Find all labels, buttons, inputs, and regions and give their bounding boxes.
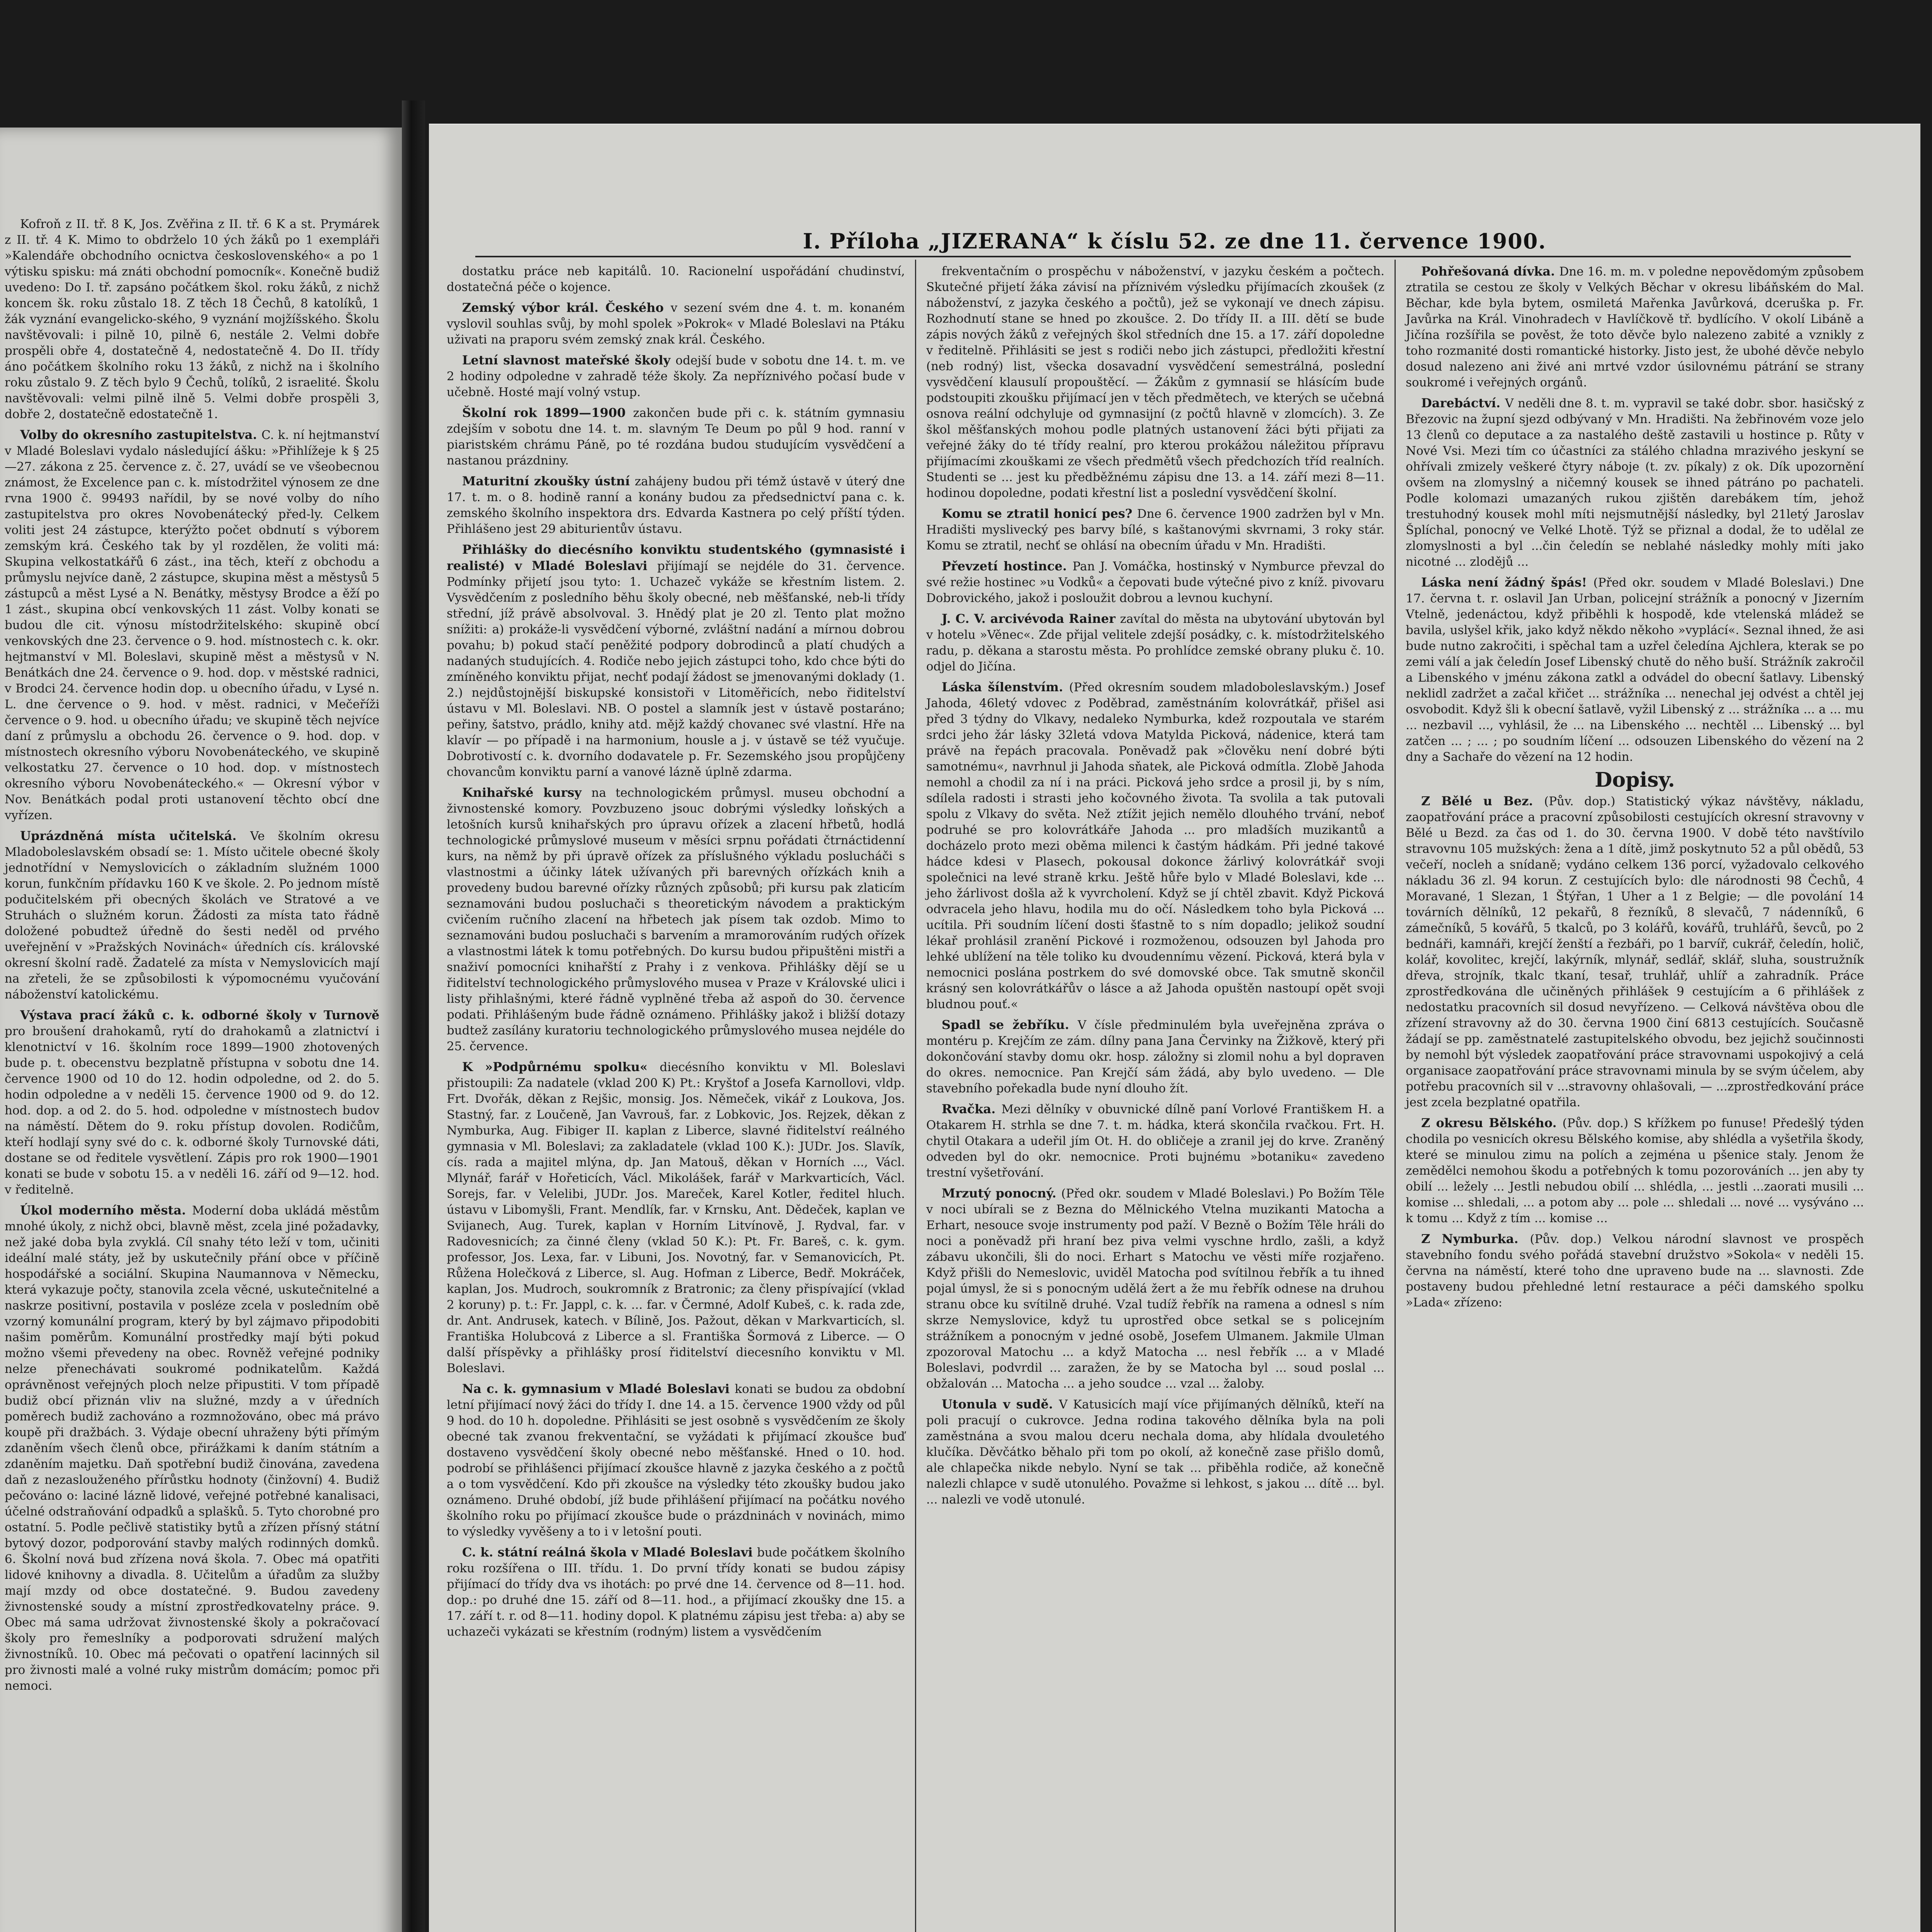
article-paragraph [1406, 1115, 1864, 1226]
article-text: konati se budou za obdobní letní přijímací nový žáci do třídy I. dne 14. a 15. července 1900 vždy od půl 9 hod. do 10 h. dopoledne. Přihlásiti se jest osobně s vysvědčením ze školy obecné tak zvanou frekventační, se vyžádati k přijímací zkoušce buď dostaveno vysvědčení školy obecné nebo měšťanské. Hned o 10. hod. podrobí se přihlášenci přijímací zkoušce hlavně z jazyka českého a z počtů a o tom vysvědčení. Kdo při zkoušce na výsledky této zkoušky budou jako oznámeno. Druhé období, jíž bude přihlášení přijímací na počátku nového školního roku po přijímací zkoušce bude o prázdninách v novinách, mimo to výsledky vyvěšeny a to i v letošní pouti. [447, 1382, 905, 1539]
article [447, 300, 905, 348]
article [926, 1017, 1384, 1097]
article [5, 427, 379, 823]
article-text: v sezení svém dne 4. t. m. konaném vyslovil souhlas svůj, by mohl spolek »Pokrok« v Mladé Boleslavi na Ptáku uživati na praporu svém zemský znak král. Českého. [447, 301, 905, 347]
article-text: (Pův. dop.) Velkou národní slavnost ve prospěch stavebního fondu svého pořádá stavební družstvo »Sokola« v neděli 15. června na náměstí, které toho dne upraveno bude na ... slavnosti. Zde postaveny budou přehledné letní restaurace a péči damského spolku »Lada« zřízeno: [1406, 1232, 1864, 1310]
article-paragraph [447, 405, 905, 469]
article-paragraph [1406, 793, 1864, 1111]
article [926, 679, 1384, 1012]
article [926, 1185, 1384, 1392]
article-text: zavítal do města na ubytování ubytován byl v hotelu »Věnec«. Zde přijal velitele zdejší posádky, c. k. místodržitelského radu, p. děkana a starostu města. Po prohlídce zemské obrany pluku č. 10. odjel do Jičína. [926, 612, 1384, 673]
article-paragraph [1406, 575, 1864, 765]
article-paragraph [926, 1396, 1384, 1508]
article-headline: Komu se ztratil honicí pes? [942, 506, 1137, 521]
article-headline: C. k. státní reálná škola v Mladé Boleslavi [462, 1545, 757, 1560]
article [1406, 1231, 1864, 1311]
article-paragraph [5, 1202, 379, 1694]
article-text: C. k. ní hejtmanství v Mladé Boleslavi vydalo následující ášku: »Přihlížeje k § 25—27. zákona z 25. července z. č. 27, uvádí se ve všeobecnou známost, že Excelence pan c. k. místodržitel výnosem ze dne rvna 1900 č. 99493 nařídil, by se nové volby do ního zastupitelstva pro okres Novobenátecký před-ly. Celkem voliti jest 24 zástupce, kterýžto počet obdnutí s výborem zemským krá. Českého tak by yl rozdělen, že voliti má: Skupina velkostatkářů 6 zást., ina těch, kteří z obchodu a průmyslu nejvíce daně, 2 zástupce, skupina měst a městysů 5 zástupců a měst Lysé a N. Benátky, městysy Brodce a ěží po 1 zást., skupina obcí venkovských 11 zást. Volby konati se budou dle cit. výnosu místodržitelského: skupině obcí venkovských dne 23. července o 9. hod. místnostech c. k. okr. hejtmanství v Ml. Boleslavi, skupině měst a městysů v N. Benátkách dne 24. července o 9. hod. dop. v městské radnici, v Brodci 24. července hodin dop. u obecního úřadu, v Lysé n. L. dne července o 9. hod. v měst. radnici, v Mečeříži července o 9. hod. u obecního úřadu; ve skupině těch nejvíce daní z průmyslu a obchodu 26. července o 9. hod. dop. v místnostech okresního výboru Novobenáteckého, ve skupině velkostatku 27. července o 10 hod. dop. v místnostech okresního výboru Novobenáteckého.« — Okresní výbor v Nov. Benátkách podal proti ustanovení těchto obcí dne vyřízen. [5, 428, 379, 822]
article-paragraph [447, 785, 905, 1054]
article [447, 1059, 905, 1376]
column-2 [915, 260, 1395, 1932]
article-paragraph [1406, 395, 1864, 570]
article-paragraph [447, 1544, 905, 1640]
article-text: odejší bude v sobotu dne 14. t. m. ve 2 hodiny odpoledne v zahradě téže školy. Za nepříznivého počasí bude v učebně. Hosté mají volný vstup. [447, 354, 905, 399]
column-3 [1395, 260, 1874, 1932]
article-text: Kofroň z II. tř. 8 K, Jos. Zvěřina z II. tř. 6 K a st. Prymárek z II. tř. 4 K. Mimo to obdrželo 10 ých žáků po 1 exempláři »Kalendáře obchodního ocnictva československého« a po 1 výtisku spisku: má znáti obchodní pomocník«. Konečně budiž uvedeno: Do I. tř. zapsáno počátkem škol. roku žáků, z nichž koncem šk. roku zůstalo 18. Z těch 18 Čechů, 8 katolíků, 1 žák vyznání evangelicko-ského, 9 vyznání mojžíšského. Školu navštěvovali: i pilně 10, pilně 6, nestále 2. Velmi dobře prospěli obře 4, dostatečně 4, nedostatečně 4. Do II. třídy áno počátkem školního roku 13 žáků, z nichž na i školního roku zůstalo 9. Z těch bylo 9 Čechů, tolíků, 2 israelité. Školu navštěvovali: velmi pilně ilně 5. Velmi dobře prospěli 3, dobře 2, dostatečně edostatečně 1. [5, 217, 379, 421]
article-paragraph [926, 1101, 1384, 1181]
article-headline: Výstava prací žáků c. k. odborné školy v Turnově [20, 1008, 379, 1022]
article [1406, 575, 1864, 765]
article-headline: Letní slavnost mateřské školy [462, 353, 676, 367]
page-columns [437, 260, 1874, 1932]
article-text: (Před okresním soudem mladoboleslavským.) Josef Jahoda, 46letý vdovec z Poděbrad, zaměstnáním kolovrátkář, přišel asi před 3 týdny do Vlkavy, nedaleko Nymburka, kdež rozpoutala ve starém srdci jeho žár lásky 32letá vdova Matylda Picková, nádenice, která tam právě na řepách pracovala. Poněvadž pak »člověku není dobré býti samotnému«, navrhnul ji Jahoda sňatek, ale Picková odmítla. Zlobě Jahoda nemohl a chodil za ní i na práci. Picková jeho srdce a prosil ji, by s ním, sdílela radosti i strasti jeho kočovného života. Ta svolila a tak putovali spolu z Vlkavy do světa. Než ztížit jejich nemělo dlouhého trvání, neboť podruhé se pro kolovrátkáře Jahoda ... pro mladších muzikantů a docházelo proto mezi oběma milenci k častým hádkám. Při jedné takové hádce kdesi v Plasech, pokousal dokonce žárlivý kolovrátkář svoji společnici na levé straně krku. Ještě hůře bylo v Mladé Boleslavi, kde ... jeho žárlivost došla až k vyvrcholení. Když se jí chtěl zbavit. Když Picková odvracela jeho hlavu, hodila mu do očí. Následkem toho byla Picková ... ucítila. Při soudním líčení dosti šťastně to s ním dopadlo; jelikož soudní lékař prohlásil zranění Pickové i rozmoženou, odsouzen byl Jahoda pro lehké ublížení na těle toliko ku dvoudennímu vězení. Picková, která byla v nemocnici poslána postrkem do své domovské obce. Tak smutně skončil krásný sen kolovrátkářův o lásce a až Jahoda opuštěn nastoupí opět svoji bludnou pouť.« [926, 680, 1385, 1011]
article-text: (Pův. dop.) S křížkem po funuse! Předešlý týden chodila po vesnicích okresu Bělského komise, aby shlédla a vyšetřila škody, které se minulou zimu na polích a zejména u pšenice staly. Jenom že zemědělci nemohou škodu a potřebných k tomu pozorováních ... jen aby ty obilí ... ležely ... Jestli nebudou obilí ... shlédla, ... jestli ...zaorati musili ... komise ... shledali, ... a potom aby ... pole ... shledali ... nové ... vysýváno ... k tomu ... Když z tím ... komise ... [1406, 1116, 1864, 1225]
article [926, 506, 1384, 554]
article-paragraph [1406, 264, 1864, 391]
article-paragraph [926, 1017, 1384, 1097]
page-header: I. Příloha „JIZERANA“ k číslu 52. ze dne 11. července 1900. [803, 229, 1547, 253]
article-paragraph [447, 1381, 905, 1540]
article-text: V čísle předminulém byla uveřejněna zpráva o montéru p. Krejčím ze zám. dílny pana Jana Červinky na Žižkově, který při dokončování stavby domu okr. hosp. záložny si zlomil nohu a byl dopraven do okres. nemocnice. Pan Krejčí sám žádá, aby bylo uvedeno. — Dle stavebního pořekadla bude nyní dlouho žít. [926, 1018, 1384, 1095]
article-paragraph [447, 473, 905, 537]
article-headline: Přihlášky do diecésního konviktu studentského (gymnasisté i realisté) v Mladé Boleslavi [447, 542, 905, 573]
article-paragraph [447, 300, 905, 348]
article-text: zahájeny budou při témž ústavě v úterý dne 17. t. m. o 8. hodině ranní a konány budou za předsednictví pana c. k. zemského školního inspektora drs. Edvarda Kastnera po celý příští týden. Přihlášeno jest 29 abiturientův ústavu. [447, 474, 905, 536]
article-text: Dne 16. m. m. v poledne nepovědomým způsobem ztratila se cestou ze školy v Velkých Běchar v okresu libáňském do Mal. Běchar, kde byla bytem, osmiletá Mařenka Javůrková, dceruška p. Fr. Javůrka na Král. Vinohradech v Havlíčkově tř. bydlícího. V okolí Libáně a Jičína rozšířila se pověst, že toto děvče bylo nalezeno zabité a vznikly z toho rozmanité dosti romantické historky. Jisto jest, že ubohé děvče nebylo dosud nalezeno ani živé ani mrtvé vzdor úsilovnému pátrání se strany soukromé i veřejných orgánů. [1406, 265, 1864, 389]
article-headline: K »Podpůrnému spolku« [462, 1060, 660, 1074]
newspaper-page [429, 124, 1920, 1932]
article-paragraph [926, 264, 1384, 501]
article [1406, 395, 1864, 570]
article-paragraph [5, 828, 379, 1003]
article-paragraph [926, 1185, 1384, 1392]
article-text: na technologickém průmysl. museu obchodní a živnostenské komory. Povzbuzeno jsouc dobrými výsledky loňských a letošních kursů knihařských pro úpravu ořízek a zlacení hřbetů, hodlá technologické průmyslové museum v měsíci srpnu pořádati čtrnáctidenní kurs, na němž by při úpravě ořízek za příslušného výkladu poslucháči s vlastnostmi a účinky látek užívaných při barevných ořízkách knih a provedeny budou barevné ořízky různých způsobů; při kursu pak zlaticím seznamováni budou posluchači s theoretickým návodem a praktickým cvičením ručního zlacení na hřbetech jak písem tak ozdob. Mimo to seznamováni budou posluchači s barvením a mramorováním rudých ořízek a vlastnostmi látek k tomu potřebných. Do kursu budou připuštěni mistři a snaživí pomocníci knihařští z Prahy i z venkova. Přihlášky dějí se u řiditelství technologického průmyslového musea v Praze v Královské ulici i listy přihlašnými, které řádně vyplněné třeba až aspoň do 30. července podati. Přihlášeným bude řádně oznámeno. Přihlášky jakož i bližší dotazy budtež zasílány kuratoriu technologického průmyslového musea nejdéle do 25. července. [447, 786, 905, 1053]
article [447, 1544, 905, 1640]
article [5, 216, 379, 422]
article-headline: Na c. k. gymnasium v Mladé Boleslavi [462, 1381, 735, 1396]
article-text: frekventačním o prospěchu v náboženství, v jazyku českém a počtech. Skutečné přijetí žáka závisí na příznivém výsledku přijímacích zkoušek (z náboženství, z jazyka českého a počtů), jež se vykonají ve dnech zápisu. Rozhodnutí stane se hned po zkoušce. 2. Do třídy II. a III. dětí se bude zápis nových žáků z veřejných škol středních dne 15. a 17. září dopoledne v ředitelně. Přihlásiti se jest s rodiči nebo jich zástupci, předložiti křestní (neb rodný) list, všecka dosavadní vysvědčení semestrálná, poslední vysvědčení klausulí propouštěcí. — Žákům z gymnasií se hlásícím bude podstoupiti zkoušku přijímací jen v těch předmětech, ve kterých se učebná osnova reální odchyluje od gymnasijní (z počtů hlavně v zlomcích). 3. Ze škol měšťanských mohou podle platných ustanovení žáci býti přijati za veřejné žáky do té třídy realní, pro kterou prokážou náležitou přípravu přijímacími zkouškami ze všech předmětů všech předchozích tříd realních. Studenti se ... jest ku předběžnému zápisu dne 13. a 14. září mezi 8—11. hodinou dopoledne, podati křestní list a poslední vysvědčení školní. [926, 264, 1384, 500]
article-headline: Rvačka. [942, 1102, 1002, 1116]
article-headline: Maturitní zkoušky ústní [462, 474, 635, 488]
article [447, 473, 905, 537]
article-text: Pan J. Vomáčka, hostinský v Nymburce převzal do své režie hostinec »u Vodků« a čepovati bude výtečné pivo z kníž. pivovaru Dobrovického, jakož i posloužit dobrou a levnou kuchyní. [926, 560, 1385, 605]
article-text: zakončen bude při c. k. státním gymnasiu zdejším v sobotu dne 14. t. m. slavným Te Deum po půl 9 hod. ranní v piaristském chrámu Páně, po té rozdána budou studujícím vysvědčení a nastanou prázdniny. [447, 406, 905, 468]
article-paragraph [1406, 1231, 1864, 1311]
article-text: přijímají se nejdéle do 31. července. Podmínky přijetí jsou tyto: 1. Uchazeč vykáže se křestním listem. 2. Vysvědčením z posledního běhu školy obecné, neb měšťanské, neb-li třídy střední, jíž právě absolvoval. 3. Hnědý plat je 20 zl. Tento plat možno snížiti: a) prokáže-li vysvědčení výborné, zvláštní nadání a mírnou dobrou povahu; b) pokud stačí peněžité podpory dobrodinců a platí chudých a nadaných studujících. 4. Rodiče nebo jejich zástupci toho, kdo chce býti do zmíněného konviktu přijat, nechť podají žádost se jmenovanými doklady (1. 2.) nejdůstojnější biskupské konsistoři v Litoměřicích, nebo řiditelství ústavu v Ml. Boleslavi. NB. O postel a slamník jest v ústavě postaráno; peřiny, šatstvo, prádlo, knihy atd. mějž každý chovanec své vlastní. Hře na klavír — po případě i na harmonium, housle a j. v ústavě se též vyučuje. Dobrotivostí c. k. dvorního dodavatele p. Fr. Sezemského jsou propůjčeny chovancům konviktu parní a vanové lázně úplně zdarma. [447, 559, 905, 779]
article [926, 264, 1384, 501]
article-headline: Z Nymburka. [1421, 1231, 1530, 1246]
header-rule [475, 256, 1851, 257]
article-headline: Darebáctví. [1421, 396, 1505, 410]
article-paragraph [447, 352, 905, 400]
article [1406, 1115, 1864, 1226]
article-paragraph [5, 216, 379, 422]
article-headline: Láska šílenstvím. [942, 680, 1069, 694]
article-headline: Z okresu Bělského. [1421, 1116, 1563, 1130]
article [926, 558, 1384, 606]
article-headline: Pohřešovaná dívka. [1421, 264, 1560, 279]
article-text: Moderní doba ukládá městům mnohé úkoly, z nichž obci, blavně měst, zcela jiné požadavky, než jaké doba byla zvyklá. Cíl snahy této leží v tom, učiniti ideální malé státy, jež by uskutečnily přání obce v příčině hospodářské a sociální. Skupina Naumannova v Německu, která vykazuje počty, stanovila zcela věcné, uskutečnitelné a naskrze positivní, postavila v posléze zcela v posledním obě vzorný komunální program, který by byl zájmavo připodobiti našim poměrům. Komunální prostředky mají býti pokud možno všemi převedeny na obec. Rovněž veřejné podniky nelze přenechávati soukromé podnikatelům. Každá oprávněnost veřejných ploch nelze připustiti. V tom případě budiž obcí přiznán vliv na služné, mzdy a v úředních poměrech budiž zachováno a rozmnožováno, obec má právo koupě při dražbách. 3. Výdaje obecní uhraženy býti přímým zdaněním všech členů obce, přirážkami k daním státním a zdaněním majetku. Daň spotřební budiž činována, zavedena daň z nezaslouženého přírůstku hodnoty (činžovní) 4. Budiž pečováno o: laciné lázně lidové, veřejné potřebné kanalisaci, účelné odstraňování odpadků a splašků. 5. Tyto chorobné pro ostatní. 5. Podle pečlivě statistiky bytů a zřízen přísný státní bytový dozor, podporování stavby malých rodinných domků. 6. Školní nová bud zřízena nová škola. 7. Obec má opatřiti lidové knihovny a divadla. 8. Učitelům a úřadům za služby mají mzdy od obce dostatečné. 9. Budou zavedeny živnostenské soudy a místní zprostředkovatelny práce. 9. Obec má sama udržovat živnostenské školy a pokračovací školy pro řemeslníky a podporovati sdružení malých živnostníků. 10. Obec má pečovati o opatření lacinných sil pro živnosti malé a volné ruky mistrům domácím; pomoc při nemoci. [5, 1204, 379, 1693]
previous-page-column [0, 216, 391, 1932]
article-headline: Volby do okresního zastupitelstva. [20, 427, 262, 442]
article [447, 352, 905, 400]
article [5, 1007, 379, 1198]
article-headline: Uprázdněná místa učitelská. [20, 828, 250, 843]
article-paragraph [926, 506, 1384, 554]
article [1406, 264, 1864, 391]
article-headline: Utonula v sudě. [942, 1397, 1059, 1412]
article-paragraph [926, 611, 1384, 675]
previous-page [0, 128, 402, 1932]
article [447, 1381, 905, 1540]
article-text: diecésního konviktu v Ml. Boleslavi přistoupili: Za nadatele (vklad 200 K) Pt.: Kryštof a Josefa Karnollovi, vldp. Frt. Dvořák, děkan z Rejšic, monsig. Jos. Němeček, vikář z Loukova, Jos. Stastný, far. z Loučeně, Jan Vavrouš, far. z Lobkovic, Jos. Rejzek, děkan z Nymburka, Aug. Fibiger II. kaplan z Liberce, slavné řiditelství reálného gymnasia v Ml. Boleslavi; za zakladatele (vklad 100 K.): JUDr. Jos. Slavík, cís. rada a majitel mlýna, dp. Jan Matouš, děkan v Horních ..., Václ. Mlynář, farář v Hořeticích, Václ. Mikolášek, farář v Markvarticích, Václ. Sorejs, far. v Velelibi, JUDr. Jos. Mareček, Karel Kotler, ředitel hluch. ústavu v Libomyšli, Frant. Mendlík, far. v Krnsku, Ant. Dědeček, kaplan ve Svijanech, Aug. Turek, kaplan v Horním Litvínově, J. Rydval, far. v Radovesnicích; za činné členy (vklad 50 K.): Pt. Fr. Bareš, c. k. gym. professor, Jos. Lexa, far. v Libuni, Jos. Novotný, far. v Semanovicích, Pt. Růžena Holečková z Liberce, sl. Aug. Hofman z Liberce, Bedř. Mokráček, kaplan, Jos. Mudroch, soukromník z Bratronic; za členy přispívající (vklad 2 koruny) p. t.: Fr. Jappl, c. k. ... far. v Čermné, Adolf Kubeš, c. k. rada zde, dr. Ant. Andrusek, katech. v Bílině, Jos. Pažout, děkan v Markvarticích, sl. Františka Holubcová z Liberce a sl. Františka Šormová z Liberce. — O další příspěvky a přihlášky prosí řiditelství diecesního konviktu v Ml. Boleslavi. [447, 1060, 905, 1375]
article [447, 542, 905, 780]
book-gutter [402, 100, 425, 1932]
article-headline: Mrzutý ponocný. [942, 1186, 1061, 1201]
article-paragraph [5, 1007, 379, 1198]
article-text: dostatku práce neb kapitálů. 10. Racionelní uspořádání chudinství, dostatečná péče o kojence. [447, 264, 905, 294]
article-text: (Před okr. soudem v Mladé Boleslavi.) Dne 17. června t. r. oslavil Jan Urban, policejní strážník a ponocný v Jizerním Vtelně, jedenáctou, když přiběhli k hospodě, kde vtelenská mládež se bavila, uslyšel křik, jako když někdo někoho »vyplácí«. Seznal ihned, že asi bude nutno zakročiti, i spěchal tam a uzřel čeledína Ajchlera, kterak se po zemi válí a jak čeledín Josef Libenský chutě do něho buší. Strážník zakročil a Libenského v jménu zákona zatkl a odvádel do obecní šatlavy. Libenský neklidl zadržet a začal křičet ... strážníka ... nenechal jej odvést a chtěl jej osvobodit. Když šli k obecní šatlavě, vyžil Libenský z ... strážníka ... a ... mu ... nezbavil ..., vyhlásil, že ... na Libenského ... nechtěl ... Libenský ... byl zatčen ... ; ... ; po soudním líčení ... odsouzen Libenského do vězení na 2 dny a Sachaře do vězení na 12 hodin. [1406, 576, 1864, 764]
article-headline: Láska není žádný špás! [1421, 575, 1594, 590]
article-paragraph [447, 264, 905, 295]
article [5, 1202, 379, 1694]
article-headline: Školní rok 1899—1900 [462, 405, 633, 420]
article-headline: Převzetí hostince. [942, 559, 1073, 573]
article [447, 264, 905, 295]
article [447, 785, 905, 1054]
section-heading: Dopisy. [1595, 768, 1675, 792]
article-paragraph [5, 427, 379, 823]
article-text: pro broušení drahokamů, rytí do drahokamů a zlatnictví i klenotnictví v 16. školním roce 1899—1900 zhotovených bude p. t. obecenstvu bezplatně přístupna v sobotu dne 14. července 1900 od 10 do 12. hodin odpoledne, od 2. do 5. hodin odpoledne a v neděli 15. července 1900 od 9. do 12. hod. dop. a od 2. do 5. hod. odpoledne v místnostech budov na náměstí. Dětem do 9. roku přístup dovolen. Rodičům, kteří hodlají syny své do c. k. odborné školy Turnovské dáti, dostane se od ředitele vysvětlení. Zápis pro rok 1900—1901 konati se bude v sobotu 15. a v neděli 16. září od 9—12. hod. v ředitelně. [5, 1024, 379, 1197]
article-text: V neděli dne 8. t. m. vypravil se také dobr. sbor. hasičský z Březovic na župní sjezd odbývaný v Mn. Hradišti. Na žebřinovém voze jelo 13 členů co deputace a za nastalého deště zastavili u hostince p. Růty v Nové Vsi. Mezi tím co účastníci za stálého chladna mrazivého jeskyní se ohřívali zmizely veškeré čtyry náboje (t. zv. píkaly) z ok. Dík upozornění ovšem na zlomyslný a ničemný kousek se ihned pátráno po pachateli. Podle kolomazi umazaných rukou zjištěn darebákem tím, jehož trestuhodný kousek mohl míti nejsmutnější následky, byl 21letý Jaroslav Šplíchal, ponocný ve Velké Lhotě. Týž se přiznal a dodal, že to udělal ze zlomyslnosti a byl ...čin čeledín se neblahé následky mohly míti jako nicotné ... zlodějů ... [1406, 396, 1864, 569]
article-text: (Pův. dop.) Statistický výkaz návštěvy, nákladu, zaopatřování práce a pracovní způsobilosti cestujících okresní stravovny v Bělé u Bezd. za čas od 1. do 30. června 1900. V době této navštívilo stravovnu 105 mužských: žena a 1 dítě, jimž poskytnuto 52 a půl obědů, 53 večeří, nocleh a snídaně; vydáno celkem 136 porcí, vyžadovalo celkového nákladu 36 zl. 94 korun. Z cestujících bylo: dle národnosti 98 Čechů, 4 Moravané, 1 Slezan, 1 Štýřan, 1 Uher a 1 z Belgie; — dle povolání 14 továrních dělníků, 12 pekařů, 8 řezníků, 8 slevačů, 7 nádenníků, 6 zámečníků, 5 kovářů, 5 tkalců, po 3 kolářů, kovářů, truhlářů, ševců, po 2 bednáři, kamnáři, krejčí ženští a řezbáři, po 1 barvíř, cukrář, čeledín, holič, kolář, kovolitec, krejčí, lakýrník, mlynář, sedlář, sklář, sluha, soustružník dřeva, strojník, tkalc tkaní, tesař, truhlář, uhlíř a zahradník. Práce zprostředkována dle učiněných přihlášek 9 cestujícím a 6 přihlášek z nedostatku pracovních sil dosud nevyřízeno. — Celková návštěva obou dle zřízení stravovny až do 30. června 1900 činí 6813 cestujících. Současně žádají se pp. zaměstnatelé zastupitelského obvodu, bez jejichž součinnosti by nemohl být výsledek zaopatřování práce stravovnami uspokojivý a celá organisace zaopatřování práce stravovnami minula by se svým účelem, aby potřebu pracovních sil v ...stravovny ohlašovali, — ...zprostředkování práce jest zcela bezplatné opatřila. [1406, 794, 1864, 1109]
article-headline: Z Bělé u Bez. [1421, 794, 1544, 808]
article-text: Dne 6. července 1900 zadržen byl v Mn. Hradišti myslivecký pes barvy bílé, s kaštanovými skvrnami, 3 roky stár. Komu se ztratil, nechť se ohlásí na obecním úřadu v Mn. Hradišti. [926, 507, 1385, 553]
article-paragraph [926, 679, 1384, 1012]
article-text: V Katusicích mají více přijímaných dělníků, kteří na poli pracují o cukrovce. Jedna rodina takového dělníka byla na poli zaměstnána a svou malou dceru nechala doma, aby hlídala dvouletého klučíka. Děvčátko běhalo při tom po okolí, až konečně zase přišlo domů, ale chlapečka nikde nebylo. Nyní se tak ... přiběhla rodiče, až konečně nalezli chlapce v sudě utonulého. Považme si lehkost, s jakou ... dítě ... byl. ... nalezli ve vodě utonulé. [926, 1398, 1385, 1507]
article-headline: Úkol moderního města. [20, 1203, 192, 1218]
article-text: bude počátkem školního roku rozšířena o III. třídu. 1. Do první třídy konati se budou zápisy přijímací do třídy dva vs ihotách: po prvé dne 14. července od 8—11. hod. dop.: po druhé dne 15. září od 8—11. hod., a přijímací zkoušky dne 15. a 17. září t. r. od 8—11. hodiny dopol. K platnému zápisu jest třeba: a) aby se uchazeči vykázati se křestním (rodným) listem a vysvědčením [447, 1546, 905, 1639]
article [926, 1101, 1384, 1181]
article-headline: J. C. V. arcivévoda Rainer [942, 611, 1120, 626]
article-headline: Zemský výbor král. Českého [462, 300, 671, 315]
article-paragraph [447, 1059, 905, 1376]
article-text: (Před okr. soudem v Mladé Boleslavi.) Po Božím Těle v noci ubírali se z Bezna do Mělnického Vtelna muzikanti Matocha a Erhart, nesouce svoje instrumenty pod paží. V Bezně o Božím Těle hráli do noci a poněvadž při hraní bez piva velmi vyschne hrdlo, zašli, a když zábavu ukončili, šli do noci. Erhart s Matochu ve věsti míře rozjařeno. Když přišli do Nemeslovic, uviděl Matocha pod svítilnou řebřík a tu ihned pojal úmysl, že si s ponocným udělá žert a že mu řebřík odnese na druhou stranu obce ku svítilně druhé. Vzal tudíž řebřík na ramena a odnesl s ním skrze Nemyslovice, když tu uprostřed obce setkal se s policejním strážníkem a ponocným v jedné osobě, Josefem Ulmanem. Jakmile Ulman zpozoroval Matochu ... a když Matocha ... nesl řebřík ... a v Mladé Boleslavi, podvrdil ... zaražen, že by se Matocha byl ... soud poslal ... obžalován ... Matocha ... a jeho soudce ... vzal ... žaloby. [926, 1187, 1385, 1391]
article [447, 405, 905, 469]
article [926, 611, 1384, 675]
article [926, 1396, 1384, 1508]
article-paragraph [926, 558, 1384, 606]
column-1 [437, 260, 915, 1932]
article-headline: Knihařské kursy [462, 785, 592, 800]
article-text: Mezi dělníky v obuvnické dílně paní Vorlové Františkem H. a Otakarem H. strhla se dne 7. t. m. hádka, která skončila rvačkou. Frt. H. chytil Otakara a udeřil jím Ot. H. do obličeje a zranil jej do krve. Zraněný odveden byl do okr. nemocnice. Proti bujnému »botaniku« zavedeno trestní vyšetřování. [926, 1102, 1385, 1180]
article-paragraph [447, 542, 905, 780]
article [5, 828, 379, 1003]
article [1406, 793, 1864, 1111]
article-headline: Spadl se žebříku. [942, 1017, 1078, 1032]
article-text: Ve školním okresu Mladoboleslavském obsadí se: 1. Místo učitele obecné školy jednotřídní v Nemyslovicích o základním služném 1000 korun, funkčním přídavku 160 K ve škole. 2. Po jednom místě podučitelském při obecných školách ve Stratové a ve Struhách o služném korun. Žádosti za místa tato řádně doložené pobudtež úředně do šesti neděl od prvého uveřejnění v »Pražských Novinách« úředních cís. královské okresní školní radě. Žadatelé za místa v Nemyslovicích mají na zřeteli, že se způsobilosti k výpomocnému vyučování náboženství katolickému. [5, 829, 379, 1002]
